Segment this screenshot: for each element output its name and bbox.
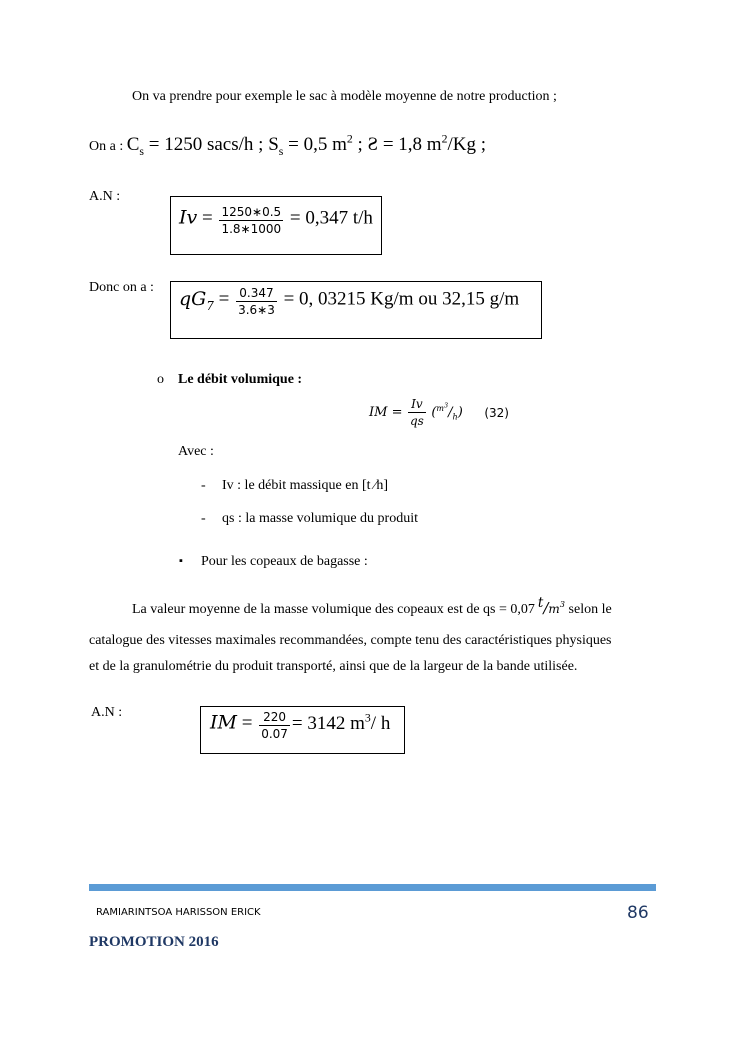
iv-fraction xyxy=(219,205,283,236)
iv-symbol: Iv xyxy=(179,206,198,229)
paragraph-line-1-end: selon le xyxy=(568,602,612,617)
an-label-2: A.N : xyxy=(91,705,123,720)
paragraph-line-1-text: La valeur moyenne de la masse volumique des copeaux est de qs = 0,07 xyxy=(132,602,535,617)
im-result-numerator: 220 xyxy=(259,710,290,726)
im-numerator: Iv xyxy=(408,397,426,413)
equation-number: (32) xyxy=(484,405,509,420)
im-equals: = xyxy=(236,712,258,734)
avec-dash-1: - xyxy=(201,478,206,493)
im-result-value: = 3142 $m^3/$ h xyxy=(291,711,391,734)
formula-im-result xyxy=(210,710,390,741)
paragraph-line-1 xyxy=(132,595,612,618)
im-fraction xyxy=(408,397,426,428)
formula-qg xyxy=(179,286,519,317)
paragraph-line-3: et de la granulométrie du produit transporté, ainsi que de la largeur de la bande utilisée. xyxy=(89,659,578,674)
formula-iv xyxy=(179,205,373,236)
footer-divider xyxy=(89,884,656,891)
im-result-denominator: 0.07 xyxy=(261,727,288,741)
iv-denominator: 1.8∗1000 xyxy=(221,222,282,236)
rho-value: ; Ƨ = 1,8 $m^2/Kg$ ; xyxy=(352,132,487,155)
formula-im-definition xyxy=(369,397,509,428)
donc-label: Donc on a : xyxy=(89,280,154,295)
im-symbol: IM xyxy=(210,711,237,734)
im-result-fraction xyxy=(259,710,290,741)
intro-text: On va prendre pour exemple le sac à modèle moyenne de notre production ; xyxy=(132,89,557,104)
im-lhs: IM = xyxy=(369,405,403,420)
an-label-1: A.N : xyxy=(89,189,121,204)
qg-denominator: 3.6∗3 xyxy=(238,303,275,317)
paragraph-line-2: catalogue des vitesses maximales recommandées, compte tenu des caractéristiques physiques xyxy=(89,633,612,648)
cs-value: $C_s = 1250$ sacs/h ; xyxy=(126,134,269,158)
im-unit: $(^{m^3}/_h)$ xyxy=(431,400,463,422)
page-number: 86 xyxy=(627,903,649,923)
avec-dash-2: - xyxy=(201,511,206,526)
iv-numerator: 1250∗0.5 xyxy=(221,205,282,219)
qg-symbol: $qG_7$ xyxy=(179,287,214,313)
formula-box-qg xyxy=(170,281,542,339)
footer-author: RAMIARINTSOA HARISSON ERICK xyxy=(96,907,261,918)
formula-box-iv xyxy=(170,196,382,255)
debit-bullet: o xyxy=(157,372,164,387)
qg-equals: = xyxy=(213,288,235,310)
iv-result: = 0,347 t/h xyxy=(285,207,373,229)
ss-value: $S_s = 0,5$ $m^2$ xyxy=(268,132,353,158)
copeaux-bullet: ▪ xyxy=(179,555,183,567)
avec-item-1: Iv : le débit massique en [t ⁄h] xyxy=(222,478,389,493)
copeaux-text: Pour les copeaux de bagasse : xyxy=(201,554,368,569)
avec-label: Avec : xyxy=(178,444,214,459)
im-denominator: qs xyxy=(409,414,424,428)
qg-numerator: 0.347 xyxy=(236,286,277,302)
debit-title: Le débit volumique : xyxy=(178,372,303,387)
footer-promotion: PROMOTION 2016 xyxy=(89,934,219,950)
avec-item-2: qs : la masse volumique du produit xyxy=(222,511,418,526)
iv-equals: = xyxy=(197,207,218,229)
given-values-label: On a : xyxy=(89,139,124,154)
formula-box-im xyxy=(200,706,405,754)
qg-result: = 0, 03215 Kg/m ou 32,15 g/m xyxy=(278,288,520,310)
qg-fraction xyxy=(236,286,277,317)
given-values-line xyxy=(89,134,486,156)
density-unit: $^t/m^3$ xyxy=(537,595,566,617)
